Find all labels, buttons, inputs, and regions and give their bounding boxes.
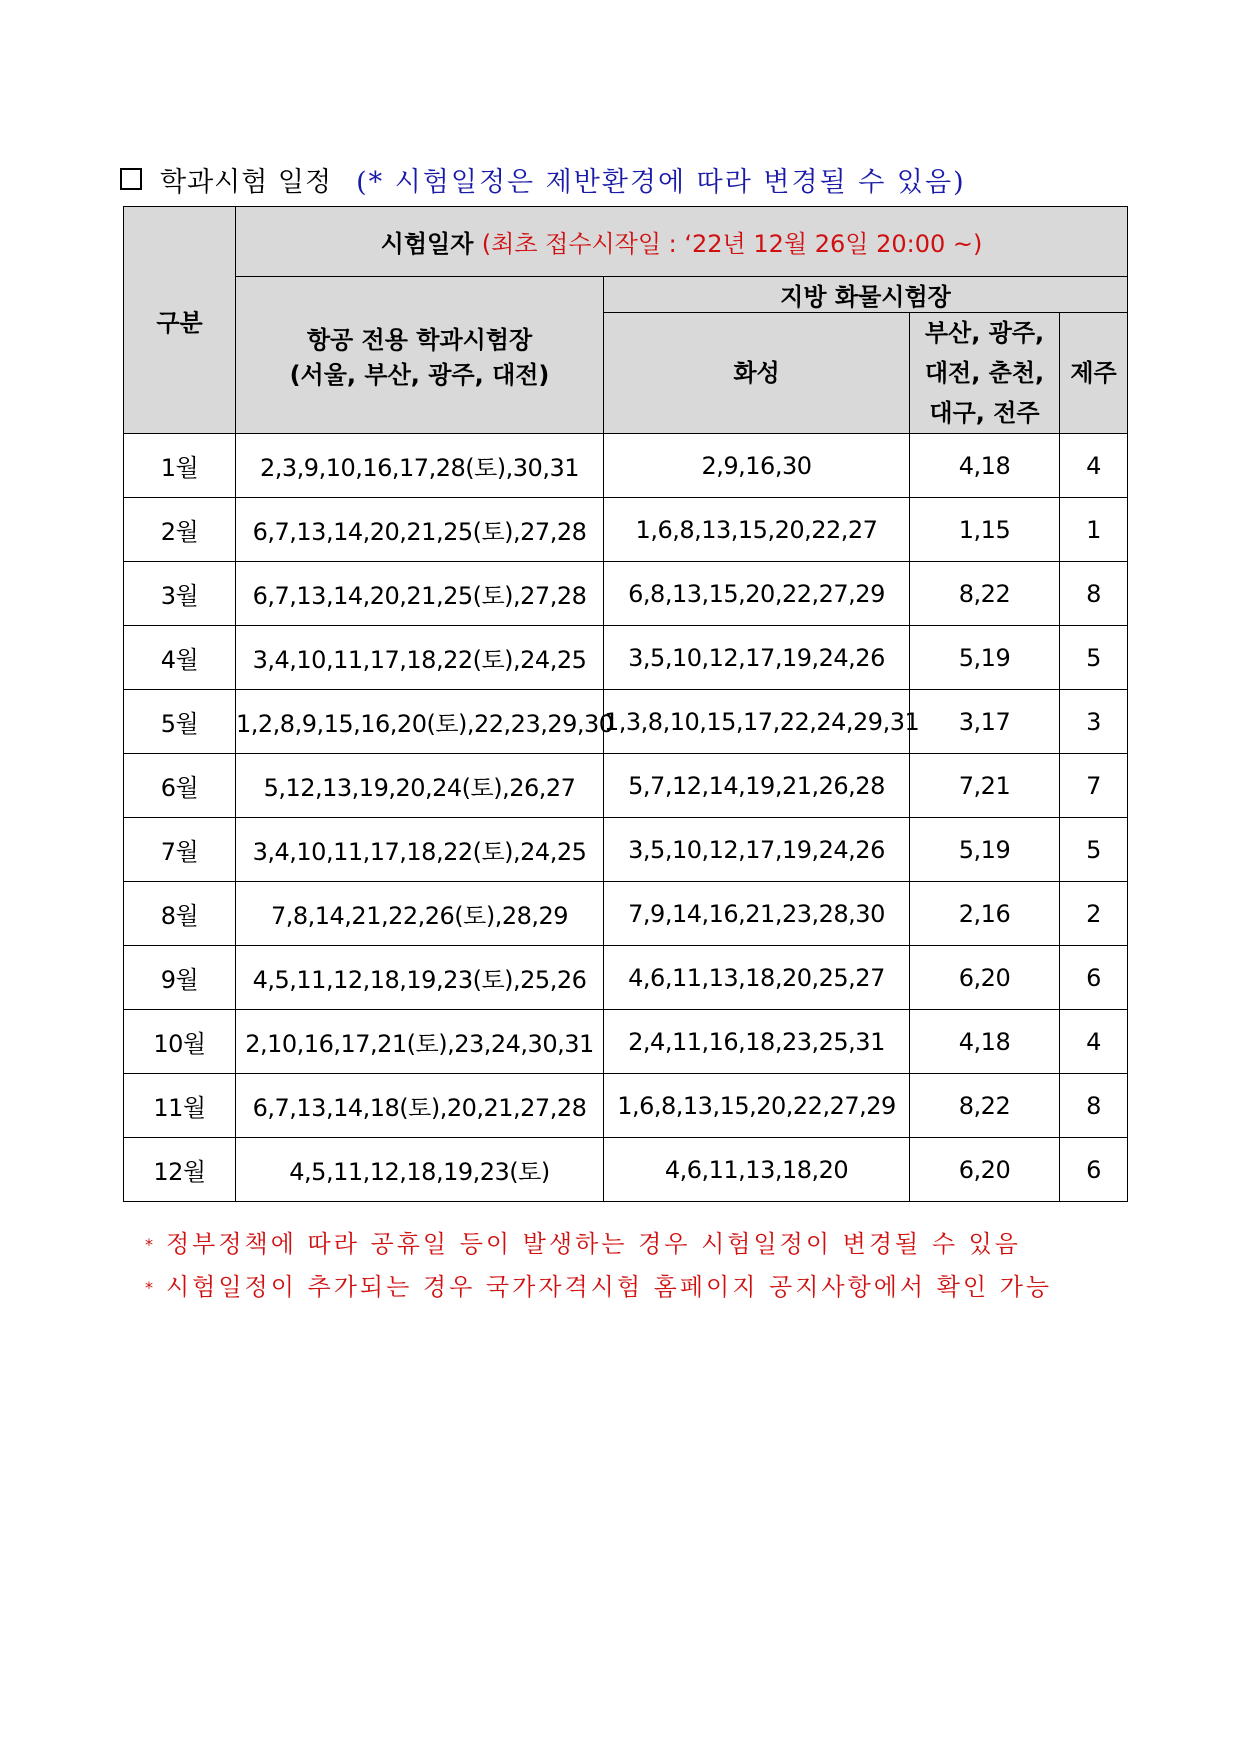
jeju-dates-cell: 4 (1060, 1010, 1128, 1074)
hwaseong-dates-cell: 1,6,8,13,15,20,22,27 (604, 498, 910, 562)
jeju-dates-cell: 3 (1060, 690, 1128, 754)
jeju-dates-cell: 5 (1060, 818, 1128, 882)
header-hwaseong: 화성 (604, 313, 910, 434)
cities-dates-cell: 7,21 (910, 754, 1060, 818)
cities-line2: 대전, 춘천, (924, 359, 1045, 387)
cities-dates-cell: 5,19 (910, 818, 1060, 882)
exam-date-label: 시험일자 (380, 230, 474, 258)
aviation-dates-cell: 7,8,14,21,22,26(토),28,29 (236, 882, 604, 946)
aviation-dates-cell: 3,4,10,11,17,18,22(토),24,25 (236, 626, 604, 690)
cities-dates-cell: 4,18 (910, 1010, 1060, 1074)
header-jeju: 제주 (1060, 313, 1128, 434)
aviation-line2: (서울, 부산, 광주, 대전) (289, 361, 550, 389)
month-cell: 1월 (124, 434, 236, 498)
jeju-dates-cell: 7 (1060, 754, 1128, 818)
table-row (124, 498, 1128, 562)
hwaseong-dates-cell: 7,9,14,16,21,23,28,30 (604, 882, 910, 946)
cities-line3: 대구, 전주 (929, 399, 1040, 427)
aviation-dates-cell: 2,3,9,10,16,17,28(토),30,31 (236, 434, 604, 498)
aviation-dates-cell: 4,5,11,12,18,19,23(토),25,26 (236, 946, 604, 1010)
month-cell: 8월 (124, 882, 236, 946)
footnote (145, 1266, 1052, 1309)
aviation-dates-cell: 2,10,16,17,21(토),23,24,30,31 (236, 1010, 604, 1074)
aviation-dates-cell: 3,4,10,11,17,18,22(토),24,25 (236, 818, 604, 882)
month-cell: 2월 (124, 498, 236, 562)
cities-dates-cell: 6,20 (910, 1138, 1060, 1202)
cities-line1: 부산, 광주, (924, 319, 1045, 347)
month-cell: 7월 (124, 818, 236, 882)
hwaseong-dates-cell: 1,6,8,13,15,20,22,27,29 (604, 1074, 910, 1138)
cities-dates-cell: 3,17 (910, 690, 1060, 754)
table-row (124, 818, 1128, 882)
table-row (124, 882, 1128, 946)
jeju-dates-cell: 1 (1060, 498, 1128, 562)
section-title (120, 157, 966, 201)
checkbox-square-icon (120, 168, 142, 190)
table-row (124, 946, 1128, 1010)
jeju-dates-cell: 4 (1060, 434, 1128, 498)
aviation-dates-cell: 6,7,13,14,20,21,25(토),27,28 (236, 562, 604, 626)
hwaseong-dates-cell: 4,6,11,13,18,20,25,27 (604, 946, 910, 1010)
table-row (124, 690, 1128, 754)
header-aviation (236, 277, 604, 434)
cities-dates-cell: 5,19 (910, 626, 1060, 690)
jeju-dates-cell: 8 (1060, 1074, 1128, 1138)
footnotes (145, 1223, 1052, 1309)
jeju-dates-cell: 5 (1060, 626, 1128, 690)
footnote (145, 1223, 1052, 1266)
hwaseong-dates-cell: 2,4,11,16,18,23,25,31 (604, 1010, 910, 1074)
jeju-dates-cell: 6 (1060, 1138, 1128, 1202)
table-row (124, 434, 1128, 498)
title-note: (* 시험일정은 제반환경에 따라 변경될 수 있음) (356, 166, 966, 198)
jeju-dates-cell: 8 (1060, 562, 1128, 626)
hwaseong-dates-cell: 4,6,11,13,18,20 (604, 1138, 910, 1202)
cities-dates-cell: 6,20 (910, 946, 1060, 1010)
header-cities (910, 313, 1060, 434)
table-row (124, 754, 1128, 818)
title-text: 학과시험 일정 (160, 166, 333, 198)
exam-schedule-table (123, 206, 1128, 1202)
aviation-dates-cell: 1,2,8,9,15,16,20(토),22,23,29,30 (236, 690, 604, 754)
asterisk-marker: * (145, 1235, 156, 1254)
table-row (124, 1138, 1128, 1202)
month-cell: 3월 (124, 562, 236, 626)
cities-dates-cell: 8,22 (910, 562, 1060, 626)
header-category: 구분 (124, 207, 236, 434)
aviation-line1: 항공 전용 학과시험장 (306, 326, 533, 354)
jeju-dates-cell: 6 (1060, 946, 1128, 1010)
hwaseong-dates-cell: 2,9,16,30 (604, 434, 910, 498)
jeju-dates-cell: 2 (1060, 882, 1128, 946)
asterisk-marker: * (145, 1278, 156, 1297)
aviation-dates-cell: 5,12,13,19,20,24(토),26,27 (236, 754, 604, 818)
table-row (124, 626, 1128, 690)
cities-dates-cell: 1,15 (910, 498, 1060, 562)
footnote-text: 정부정책에 따라 공휴일 등이 발생하는 경우 시험일정이 변경될 수 있음 (166, 1230, 1021, 1258)
header-regional: 지방 화물시험장 (604, 277, 1128, 313)
aviation-dates-cell: 6,7,13,14,20,21,25(토),27,28 (236, 498, 604, 562)
cities-dates-cell: 8,22 (910, 1074, 1060, 1138)
hwaseong-dates-cell: 5,7,12,14,19,21,26,28 (604, 754, 910, 818)
table-row (124, 1010, 1128, 1074)
cities-dates-cell: 4,18 (910, 434, 1060, 498)
month-cell: 11월 (124, 1074, 236, 1138)
footnote-text: 시험일정이 추가되는 경우 국가자격시험 홈페이지 공지사항에서 확인 가능 (166, 1273, 1053, 1301)
aviation-dates-cell: 4,5,11,12,18,19,23(토) (236, 1138, 604, 1202)
month-cell: 5월 (124, 690, 236, 754)
hwaseong-dates-cell: 3,5,10,12,17,19,24,26 (604, 818, 910, 882)
header-exam-dates (236, 207, 1128, 277)
aviation-dates-cell: 6,7,13,14,18(토),20,21,27,28 (236, 1074, 604, 1138)
hwaseong-dates-cell: 6,8,13,15,20,22,27,29 (604, 562, 910, 626)
table-row (124, 562, 1128, 626)
month-cell: 12월 (124, 1138, 236, 1202)
month-cell: 4월 (124, 626, 236, 690)
hwaseong-dates-cell: 3,5,10,12,17,19,24,26 (604, 626, 910, 690)
table-row (124, 1074, 1128, 1138)
hwaseong-dates-cell: 1,3,8,10,15,17,22,24,29,31 (604, 690, 910, 754)
cities-dates-cell: 2,16 (910, 882, 1060, 946)
month-cell: 10월 (124, 1010, 236, 1074)
month-cell: 6월 (124, 754, 236, 818)
month-cell: 9월 (124, 946, 236, 1010)
exam-date-note: (최초 접수시작일 : ‘22년 12월 26일 20:00 ~) (481, 230, 983, 258)
